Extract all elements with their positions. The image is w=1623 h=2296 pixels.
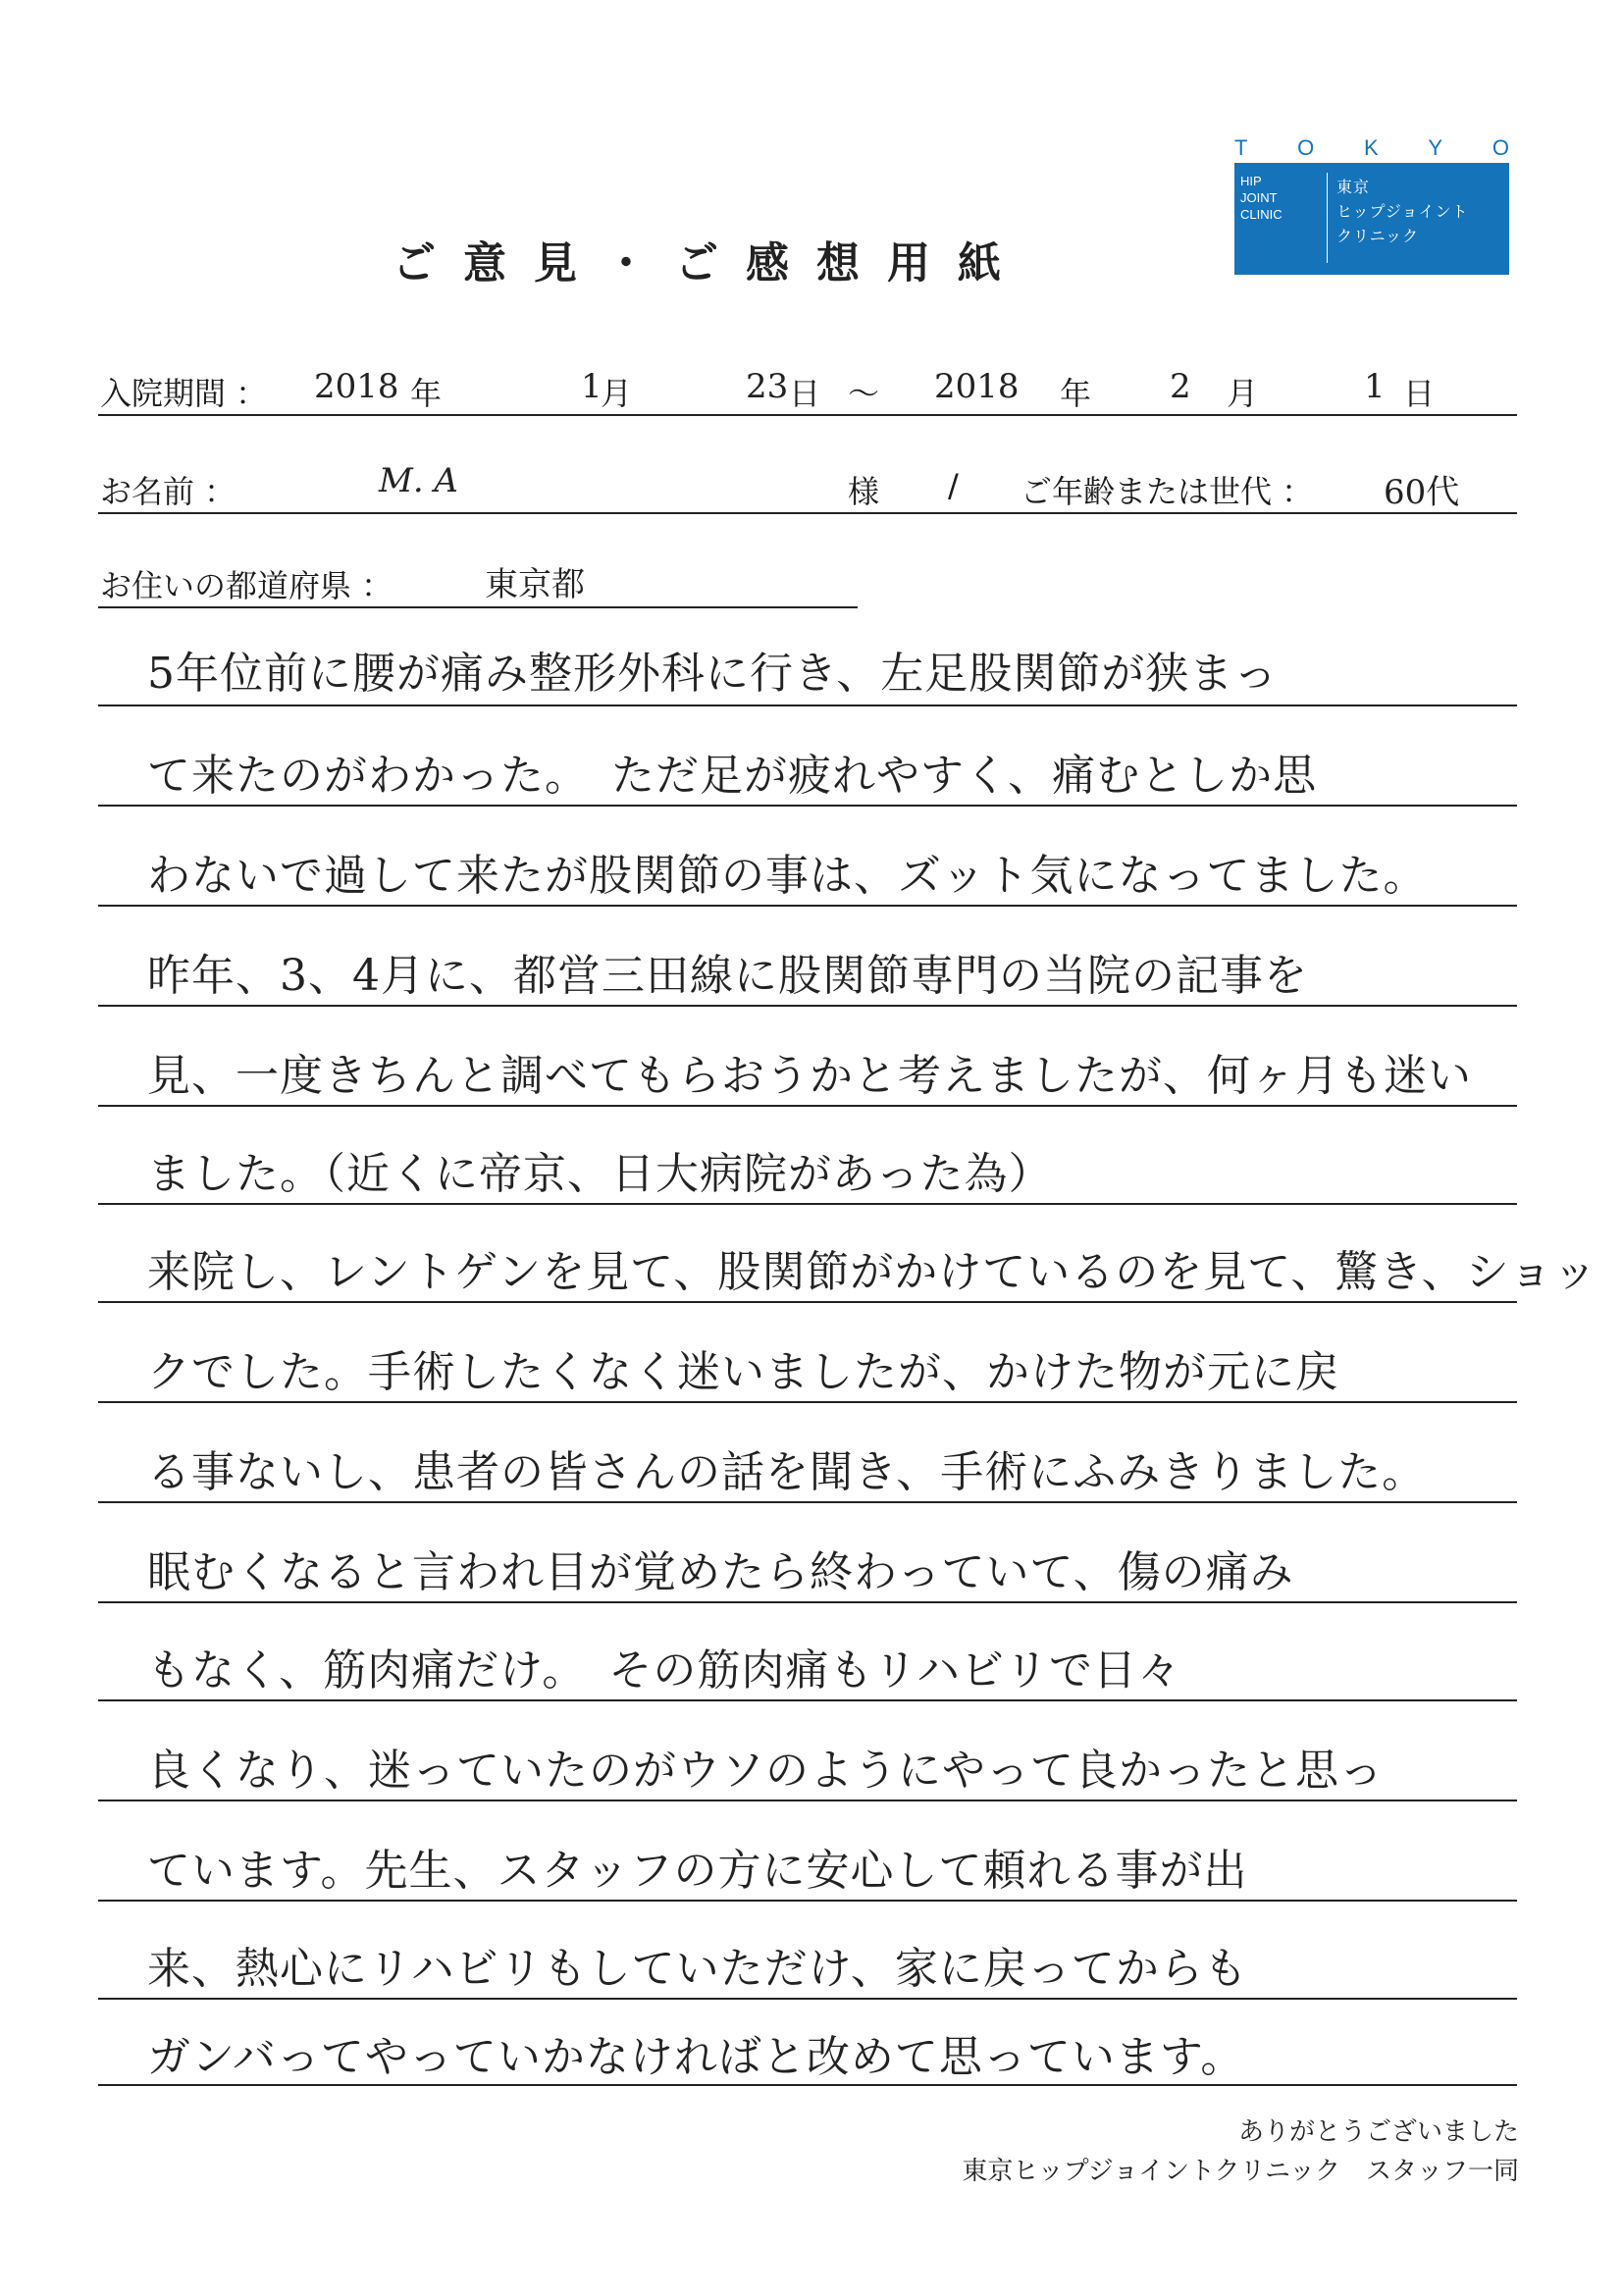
start-day-unit: 日 — [789, 375, 821, 412]
clinic-logo — [1234, 135, 1509, 275]
start-month: 1 — [581, 367, 602, 406]
comment-rule — [98, 1900, 1517, 1902]
logo-letter: K — [1364, 135, 1379, 160]
comment-rule — [98, 905, 1517, 907]
prefecture-label: お住いの都道府県 ： — [100, 567, 393, 604]
end-day-unit: 日 — [1403, 375, 1436, 412]
comment-line: ています。先生、スタッフの方に安心して頼れる事が出 — [147, 1846, 1248, 1896]
form-title: ご意見・ご感想用紙 — [393, 238, 1028, 288]
comment-line: 良くなり、迷っていたのがウソのようにやって良かったと思っ — [147, 1746, 1384, 1796]
comment-rule — [98, 1005, 1517, 1007]
age-value: 60代 — [1384, 473, 1460, 512]
logo-letter: T — [1234, 135, 1248, 160]
name-underline — [98, 512, 1517, 514]
logo-ja-line: ヒップジョイント — [1336, 202, 1469, 221]
stay-period-label: 入院期間 ： — [100, 375, 268, 412]
closing-signature: 東京ヒップジョイントクリニック スタッフ一同 — [962, 2157, 1519, 2186]
comment-line: 来院し、レントゲンを見て、股関節がかけているのを見て、驚き、ショッ — [147, 1247, 1597, 1297]
logo-japanese-text — [1336, 175, 1469, 248]
comment-line: もなく、筋肉痛だけ。 その筋肉痛もリハビリで日々 — [147, 1645, 1182, 1696]
comment-line: 見、一度きちんと調べてもらおうかと考えましたが、何ヶ月も迷い — [147, 1051, 1472, 1101]
comment-rule — [98, 1401, 1517, 1403]
comment-line: わないで過して来たが股関節の事は、ズット気になってました。 — [147, 851, 1428, 901]
comment-rule — [98, 805, 1517, 807]
comment-line: 昨年、3、4月に、都営三田線に股関節専門の当院の記事を — [147, 951, 1308, 1001]
logo-en-line: HIP — [1240, 174, 1262, 188]
comment-rule — [98, 1699, 1517, 1701]
end-year: 2018 — [934, 367, 1020, 406]
comment-line: クでした。手術したくなく迷いましたが、かけた物が元に戻 — [147, 1347, 1339, 1397]
end-month: 2 — [1170, 367, 1191, 406]
logo-wordmark — [1234, 135, 1509, 161]
start-month-unit: 月 — [601, 375, 633, 412]
start-year-unit: 年 — [410, 375, 443, 412]
age-label: ご年齢または世代 ： — [1021, 473, 1314, 510]
logo-letter: Y — [1428, 135, 1443, 160]
date-separator: ～ — [848, 375, 880, 412]
comment-rule — [98, 1301, 1517, 1303]
name-row — [98, 459, 1517, 514]
logo-en-line: JOINT — [1240, 190, 1278, 205]
comment-line: 眠むくなると言われ目が覚めたら終わっていて、傷の痛み — [147, 1547, 1294, 1597]
logo-box — [1234, 163, 1509, 275]
prefecture-underline — [98, 606, 858, 608]
prefecture-row — [98, 553, 858, 608]
comment-rule — [98, 1998, 1517, 2000]
comment-rule — [98, 2084, 1517, 2086]
logo-ja-line: 東京 — [1336, 178, 1371, 196]
comment-line: ました。（近くに帝京、日大病院があった為） — [147, 1149, 1053, 1199]
comment-line: て来たのがわかった。 ただ足が疲れやすく、痛むとしか思 — [147, 751, 1318, 801]
stay-period-row — [98, 361, 1517, 416]
prefecture-value: 東京都 — [485, 565, 585, 604]
start-day: 23 — [746, 367, 789, 406]
closing-thanks: ありがとうございました — [1237, 2117, 1519, 2147]
logo-divider — [1327, 173, 1328, 263]
stay-period-underline — [98, 414, 1517, 416]
comment-rule — [98, 1601, 1517, 1603]
comment-rule — [98, 1105, 1517, 1107]
comment-line: 来、熱心にリハビリもしていただけ、家に戻ってからも — [147, 1944, 1248, 1994]
end-month-unit: 月 — [1227, 375, 1259, 412]
logo-letter: O — [1492, 135, 1509, 160]
logo-english-text — [1240, 173, 1319, 223]
comment-rule — [98, 1501, 1517, 1503]
logo-en-line: CLINIC — [1240, 207, 1283, 222]
name-value: M. A — [379, 461, 458, 500]
honorific: 様 — [848, 473, 880, 510]
comment-line: ガンバってやっていかなければと改めて思っています。 — [147, 2032, 1245, 2082]
comment-rule — [98, 1800, 1517, 1801]
comment-rule — [98, 704, 1517, 706]
start-year: 2018 — [314, 367, 399, 406]
name-label: お名前 ： — [100, 473, 236, 510]
logo-ja-line: クリニック — [1336, 227, 1420, 245]
comment-line: る事ないし、患者の皆さんの話を聞き、手術にふみきりました。 — [147, 1447, 1427, 1497]
comment-line: 5年位前に腰が痛み整形外科に行き、左足股関節が狭まっ — [147, 649, 1279, 699]
end-year-unit: 年 — [1060, 375, 1092, 412]
logo-letter: O — [1297, 135, 1315, 160]
name-age-separator: / — [948, 467, 959, 504]
end-day: 1 — [1364, 367, 1386, 406]
comment-rule — [98, 1203, 1517, 1205]
